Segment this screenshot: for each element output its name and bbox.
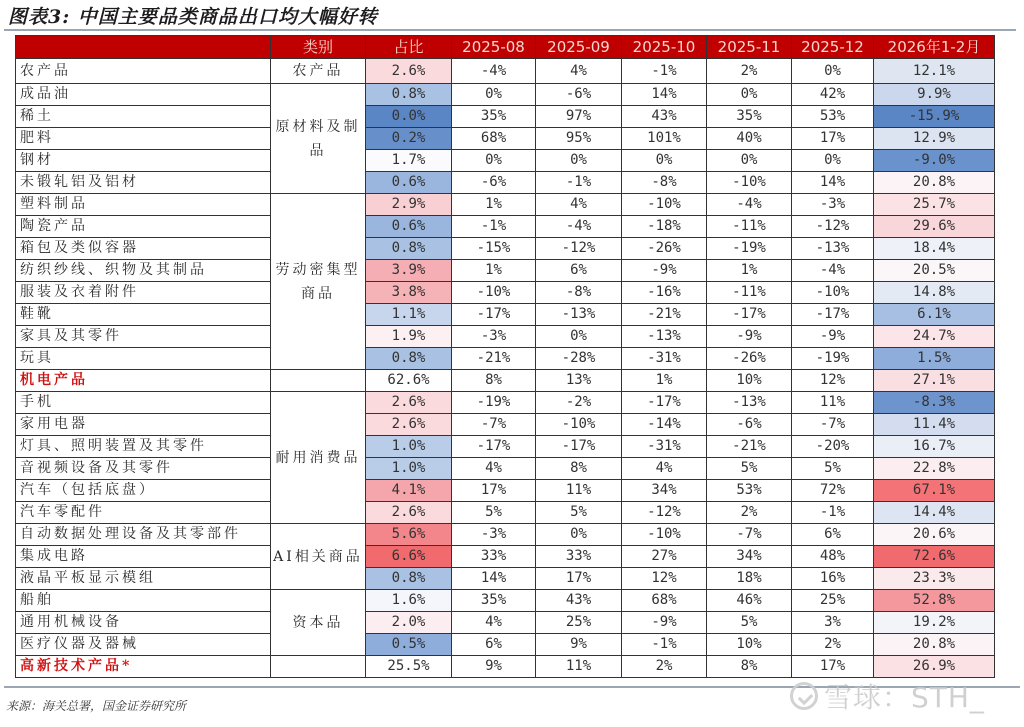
product-name: 通用机械设备 <box>16 612 271 634</box>
share-cell: 2.6% <box>366 392 452 414</box>
header-month: 2025-11 <box>707 36 792 59</box>
monthly-growth-cell: -20% <box>792 436 874 458</box>
monthly-growth-cell: -31% <box>622 348 707 370</box>
share-cell: 5.6% <box>366 524 452 546</box>
monthly-growth-cell: -21% <box>707 436 792 458</box>
product-name: 医疗仪器及器械 <box>16 634 271 656</box>
monthly-growth-cell: -19% <box>452 392 536 414</box>
monthly-growth-cell: 5% <box>452 502 536 524</box>
monthly-growth-cell: -10% <box>792 282 874 304</box>
monthly-growth-cell: 4% <box>452 612 536 634</box>
share-cell: 0.6% <box>366 216 452 238</box>
share-cell: 1.7% <box>366 150 452 172</box>
monthly-growth-cell: 8% <box>452 370 536 392</box>
monthly-growth-cell: -13% <box>536 304 622 326</box>
product-name: 音视频设备及其零件 <box>16 458 271 480</box>
table-row <box>16 480 995 502</box>
monthly-growth-cell: 1% <box>707 260 792 282</box>
category-cell: 耐用消费品 <box>271 392 366 524</box>
monthly-growth-cell: -9% <box>707 326 792 348</box>
latest-growth-cell: -9.0% <box>874 150 995 172</box>
table-row <box>16 326 995 348</box>
monthly-growth-cell: -17% <box>792 304 874 326</box>
latest-growth-cell: 26.9% <box>874 656 995 678</box>
monthly-growth-cell: 33% <box>452 546 536 568</box>
table-row <box>16 436 995 458</box>
monthly-growth-cell: 5% <box>536 502 622 524</box>
header-month: 2025-12 <box>792 36 874 59</box>
monthly-growth-cell: -8% <box>536 282 622 304</box>
product-name: 成品油 <box>16 84 271 106</box>
share-cell: 0.6% <box>366 172 452 194</box>
monthly-growth-cell: -13% <box>707 392 792 414</box>
monthly-growth-cell: -21% <box>452 348 536 370</box>
product-name: 灯具、照明装置及其零件 <box>16 436 271 458</box>
monthly-growth-cell: 6% <box>536 260 622 282</box>
monthly-growth-cell: 16% <box>792 568 874 590</box>
monthly-growth-cell: -14% <box>622 414 707 436</box>
category-cell: 农产品 <box>271 59 366 84</box>
share-cell: 25.5% <box>366 656 452 678</box>
latest-growth-cell: 29.6% <box>874 216 995 238</box>
latest-growth-cell: 20.5% <box>874 260 995 282</box>
table-row <box>16 502 995 524</box>
product-name: 集成电路 <box>16 546 271 568</box>
table-row <box>16 238 995 260</box>
monthly-growth-cell: -4% <box>707 194 792 216</box>
share-cell: 0.8% <box>366 568 452 590</box>
category-cell: 资本品 <box>271 590 366 656</box>
table-row <box>16 106 995 128</box>
monthly-growth-cell: 4% <box>622 458 707 480</box>
monthly-growth-cell: -17% <box>452 304 536 326</box>
latest-growth-cell: 52.8% <box>874 590 995 612</box>
monthly-growth-cell: -9% <box>622 260 707 282</box>
monthly-growth-cell: 17% <box>792 656 874 678</box>
latest-growth-cell: 23.3% <box>874 568 995 590</box>
header-share: 占比 <box>366 36 452 59</box>
header-category: 类别 <box>271 36 366 59</box>
latest-growth-cell: 20.8% <box>874 634 995 656</box>
monthly-growth-cell: 43% <box>622 106 707 128</box>
latest-growth-cell: 1.5% <box>874 348 995 370</box>
monthly-growth-cell: 4% <box>536 59 622 84</box>
monthly-growth-cell: -6% <box>707 414 792 436</box>
monthly-growth-cell: -7% <box>707 524 792 546</box>
monthly-growth-cell: -3% <box>452 326 536 348</box>
monthly-growth-cell: 11% <box>536 480 622 502</box>
monthly-growth-cell: 35% <box>452 590 536 612</box>
share-cell: 2.6% <box>366 502 452 524</box>
product-name: 汽车零配件 <box>16 502 271 524</box>
monthly-growth-cell: -3% <box>792 194 874 216</box>
product-name: 农产品 <box>16 59 271 84</box>
latest-growth-cell: 22.8% <box>874 458 995 480</box>
latest-growth-cell: 27.1% <box>874 370 995 392</box>
product-name: 液晶平板显示模组 <box>16 568 271 590</box>
monthly-growth-cell: -17% <box>452 436 536 458</box>
monthly-growth-cell: 0% <box>707 84 792 106</box>
latest-growth-cell: 12.1% <box>874 59 995 84</box>
monthly-growth-cell: 14% <box>452 568 536 590</box>
monthly-growth-cell: 68% <box>452 128 536 150</box>
share-cell: 0.5% <box>366 634 452 656</box>
watermark-text: 雪球：STH_ <box>824 681 985 714</box>
monthly-growth-cell: 72% <box>792 480 874 502</box>
product-name: 玩具 <box>16 348 271 370</box>
monthly-growth-cell: 8% <box>707 656 792 678</box>
table-row <box>16 634 995 656</box>
monthly-growth-cell: -15% <box>452 238 536 260</box>
monthly-growth-cell: 11% <box>792 392 874 414</box>
product-name: 高新技术产品* <box>16 656 271 678</box>
share-cell: 0.8% <box>366 348 452 370</box>
monthly-growth-cell: 6% <box>452 634 536 656</box>
monthly-growth-cell: 8% <box>536 458 622 480</box>
monthly-growth-cell: -17% <box>622 392 707 414</box>
product-name: 未锻轧铝及铝材 <box>16 172 271 194</box>
header-month: 2025-08 <box>452 36 536 59</box>
latest-growth-cell: 25.7% <box>874 194 995 216</box>
monthly-growth-cell: -10% <box>707 172 792 194</box>
product-name: 家具及其零件 <box>16 326 271 348</box>
monthly-growth-cell: -10% <box>622 194 707 216</box>
share-cell: 0.2% <box>366 128 452 150</box>
share-cell: 1.6% <box>366 590 452 612</box>
monthly-growth-cell: -12% <box>622 502 707 524</box>
monthly-growth-cell: 0% <box>707 150 792 172</box>
latest-growth-cell: 19.2% <box>874 612 995 634</box>
export-table <box>15 35 995 678</box>
latest-growth-cell: 16.7% <box>874 436 995 458</box>
monthly-growth-cell: 1% <box>452 260 536 282</box>
monthly-growth-cell: 17% <box>792 128 874 150</box>
monthly-growth-cell: 97% <box>536 106 622 128</box>
monthly-growth-cell: -4% <box>536 216 622 238</box>
table-row <box>16 370 995 392</box>
product-name: 机电产品 <box>16 370 271 392</box>
monthly-growth-cell: 43% <box>536 590 622 612</box>
monthly-growth-cell: -4% <box>792 260 874 282</box>
monthly-growth-cell: 2% <box>707 502 792 524</box>
share-cell: 2.6% <box>366 59 452 84</box>
table-row <box>16 84 995 106</box>
monthly-growth-cell: 4% <box>452 458 536 480</box>
monthly-growth-cell: 9% <box>536 634 622 656</box>
monthly-growth-cell: 53% <box>707 480 792 502</box>
table-row <box>16 194 995 216</box>
product-name: 手机 <box>16 392 271 414</box>
top-divider <box>4 29 1016 31</box>
share-cell: 0.8% <box>366 238 452 260</box>
monthly-growth-cell: -10% <box>536 414 622 436</box>
monthly-growth-cell: 0% <box>452 150 536 172</box>
monthly-growth-cell: 12% <box>622 568 707 590</box>
share-cell: 1.1% <box>366 304 452 326</box>
monthly-growth-cell: -12% <box>792 216 874 238</box>
product-name: 钢材 <box>16 150 271 172</box>
monthly-growth-cell: -7% <box>452 414 536 436</box>
table-row <box>16 216 995 238</box>
monthly-growth-cell: -11% <box>707 216 792 238</box>
monthly-growth-cell: 68% <box>622 590 707 612</box>
monthly-growth-cell: -19% <box>792 348 874 370</box>
table-row <box>16 414 995 436</box>
monthly-growth-cell: 34% <box>622 480 707 502</box>
latest-growth-cell: 9.9% <box>874 84 995 106</box>
monthly-growth-cell: 27% <box>622 546 707 568</box>
share-cell: 62.6% <box>366 370 452 392</box>
category-cell <box>271 370 366 392</box>
product-name: 自动数据处理设备及其零部件 <box>16 524 271 546</box>
category-cell: 原材料及制品 <box>271 84 366 194</box>
monthly-growth-cell: 2% <box>792 634 874 656</box>
monthly-growth-cell: -10% <box>622 524 707 546</box>
table-row <box>16 260 995 282</box>
share-cell: 3.9% <box>366 260 452 282</box>
monthly-growth-cell: -18% <box>622 216 707 238</box>
monthly-growth-cell: -17% <box>536 436 622 458</box>
product-name: 肥料 <box>16 128 271 150</box>
monthly-growth-cell: 25% <box>536 612 622 634</box>
category-cell: 劳动密集型商品 <box>271 194 366 370</box>
product-name: 纺织纱线、织物及其制品 <box>16 260 271 282</box>
monthly-growth-cell: 3% <box>792 612 874 634</box>
monthly-growth-cell: -16% <box>622 282 707 304</box>
monthly-growth-cell: -3% <box>452 524 536 546</box>
share-cell: 2.0% <box>366 612 452 634</box>
monthly-growth-cell: 17% <box>536 568 622 590</box>
table-row <box>16 656 995 678</box>
monthly-growth-cell: -7% <box>792 414 874 436</box>
product-name: 陶瓷产品 <box>16 216 271 238</box>
table-header-row <box>16 36 995 59</box>
table-row <box>16 282 995 304</box>
share-cell: 3.8% <box>366 282 452 304</box>
share-cell: 1.0% <box>366 436 452 458</box>
figure-title: 图表3: 中国主要品类商品出口均大幅好转 <box>8 6 378 28</box>
monthly-growth-cell: 14% <box>622 84 707 106</box>
header-name <box>16 36 271 59</box>
monthly-growth-cell: -1% <box>622 634 707 656</box>
monthly-growth-cell: 0% <box>536 326 622 348</box>
product-name: 鞋靴 <box>16 304 271 326</box>
table-row <box>16 546 995 568</box>
monthly-growth-cell: 0% <box>792 150 874 172</box>
monthly-growth-cell: 10% <box>707 370 792 392</box>
monthly-growth-cell: -28% <box>536 348 622 370</box>
share-cell: 1.9% <box>366 326 452 348</box>
monthly-growth-cell: 0% <box>536 524 622 546</box>
monthly-growth-cell: 33% <box>536 546 622 568</box>
monthly-growth-cell: 18% <box>707 568 792 590</box>
monthly-growth-cell: 0% <box>792 59 874 84</box>
monthly-growth-cell: -19% <box>707 238 792 260</box>
monthly-growth-cell: -1% <box>622 59 707 84</box>
monthly-growth-cell: 0% <box>536 150 622 172</box>
monthly-growth-cell: 25% <box>792 590 874 612</box>
table-row <box>16 458 995 480</box>
monthly-growth-cell: -13% <box>792 238 874 260</box>
share-cell: 1.0% <box>366 458 452 480</box>
table-row <box>16 612 995 634</box>
latest-growth-cell: 18.4% <box>874 238 995 260</box>
monthly-growth-cell: 101% <box>622 128 707 150</box>
monthly-growth-cell: 53% <box>792 106 874 128</box>
product-name: 汽车（包括底盘） <box>16 480 271 502</box>
monthly-growth-cell: 5% <box>707 612 792 634</box>
snowball-logo-icon <box>790 682 818 710</box>
table-row <box>16 150 995 172</box>
share-cell: 2.6% <box>366 414 452 436</box>
header-month: 2025-10 <box>622 36 707 59</box>
monthly-growth-cell: 35% <box>452 106 536 128</box>
monthly-growth-cell: -17% <box>707 304 792 326</box>
source-note: 来源：海关总署，国金证券研究所 <box>6 699 187 713</box>
table-row <box>16 128 995 150</box>
product-name: 稀土 <box>16 106 271 128</box>
latest-growth-cell: 72.6% <box>874 546 995 568</box>
share-cell: 0.8% <box>366 84 452 106</box>
monthly-growth-cell: 2% <box>622 656 707 678</box>
share-cell: 4.1% <box>366 480 452 502</box>
latest-growth-cell: -15.9% <box>874 106 995 128</box>
share-cell: 2.9% <box>366 194 452 216</box>
monthly-growth-cell: 9% <box>452 656 536 678</box>
product-name: 船舶 <box>16 590 271 612</box>
header-month: 2025-09 <box>536 36 622 59</box>
monthly-growth-cell: 46% <box>707 590 792 612</box>
monthly-growth-cell: 12% <box>792 370 874 392</box>
monthly-growth-cell: -12% <box>536 238 622 260</box>
latest-growth-cell: 67.1% <box>874 480 995 502</box>
product-name: 家用电器 <box>16 414 271 436</box>
monthly-growth-cell: 34% <box>707 546 792 568</box>
monthly-growth-cell: -2% <box>536 392 622 414</box>
monthly-growth-cell: 0% <box>622 150 707 172</box>
product-name: 服装及衣着附件 <box>16 282 271 304</box>
monthly-growth-cell: -6% <box>536 84 622 106</box>
monthly-growth-cell: -1% <box>452 216 536 238</box>
latest-growth-cell: 20.8% <box>874 172 995 194</box>
latest-growth-cell: 11.4% <box>874 414 995 436</box>
monthly-growth-cell: -31% <box>622 436 707 458</box>
monthly-growth-cell: 48% <box>792 546 874 568</box>
monthly-growth-cell: -1% <box>792 502 874 524</box>
monthly-growth-cell: -9% <box>792 326 874 348</box>
table-row <box>16 59 995 84</box>
monthly-growth-cell: 17% <box>452 480 536 502</box>
latest-growth-cell: 24.7% <box>874 326 995 348</box>
product-name: 塑料制品 <box>16 194 271 216</box>
table-body <box>16 59 995 678</box>
monthly-growth-cell: 35% <box>707 106 792 128</box>
table-row <box>16 392 995 414</box>
monthly-growth-cell: -26% <box>707 348 792 370</box>
watermark <box>790 676 985 716</box>
monthly-growth-cell: -13% <box>622 326 707 348</box>
monthly-growth-cell: 2% <box>707 59 792 84</box>
table-row <box>16 524 995 546</box>
table-row <box>16 348 995 370</box>
monthly-growth-cell: -11% <box>707 282 792 304</box>
monthly-growth-cell: 5% <box>707 458 792 480</box>
monthly-growth-cell: 1% <box>622 370 707 392</box>
monthly-growth-cell: 5% <box>792 458 874 480</box>
product-name: 箱包及类似容器 <box>16 238 271 260</box>
monthly-growth-cell: 6% <box>792 524 874 546</box>
monthly-growth-cell: 42% <box>792 84 874 106</box>
monthly-growth-cell: -4% <box>452 59 536 84</box>
monthly-growth-cell: 11% <box>536 656 622 678</box>
monthly-growth-cell: 0% <box>452 84 536 106</box>
monthly-growth-cell: -10% <box>452 282 536 304</box>
category-cell <box>271 656 366 678</box>
monthly-growth-cell: -8% <box>622 172 707 194</box>
latest-growth-cell: 6.1% <box>874 304 995 326</box>
monthly-growth-cell: -21% <box>622 304 707 326</box>
monthly-growth-cell: 40% <box>707 128 792 150</box>
monthly-growth-cell: -1% <box>536 172 622 194</box>
latest-growth-cell: 14.4% <box>874 502 995 524</box>
latest-growth-cell: -8.3% <box>874 392 995 414</box>
monthly-growth-cell: 13% <box>536 370 622 392</box>
monthly-growth-cell: 1% <box>452 194 536 216</box>
monthly-growth-cell: 4% <box>536 194 622 216</box>
header-month: 2026年1-2月 <box>874 36 995 59</box>
latest-growth-cell: 20.6% <box>874 524 995 546</box>
latest-growth-cell: 14.8% <box>874 282 995 304</box>
monthly-growth-cell: -26% <box>622 238 707 260</box>
monthly-growth-cell: 14% <box>792 172 874 194</box>
monthly-growth-cell: -6% <box>452 172 536 194</box>
category-cell: AI相关商品 <box>271 524 366 590</box>
table-row <box>16 172 995 194</box>
table-row <box>16 590 995 612</box>
table-row <box>16 568 995 590</box>
share-cell: 0.0% <box>366 106 452 128</box>
monthly-growth-cell: 10% <box>707 634 792 656</box>
latest-growth-cell: 12.9% <box>874 128 995 150</box>
monthly-growth-cell: -9% <box>622 612 707 634</box>
monthly-growth-cell: 95% <box>536 128 622 150</box>
share-cell: 6.6% <box>366 546 452 568</box>
table-row <box>16 304 995 326</box>
